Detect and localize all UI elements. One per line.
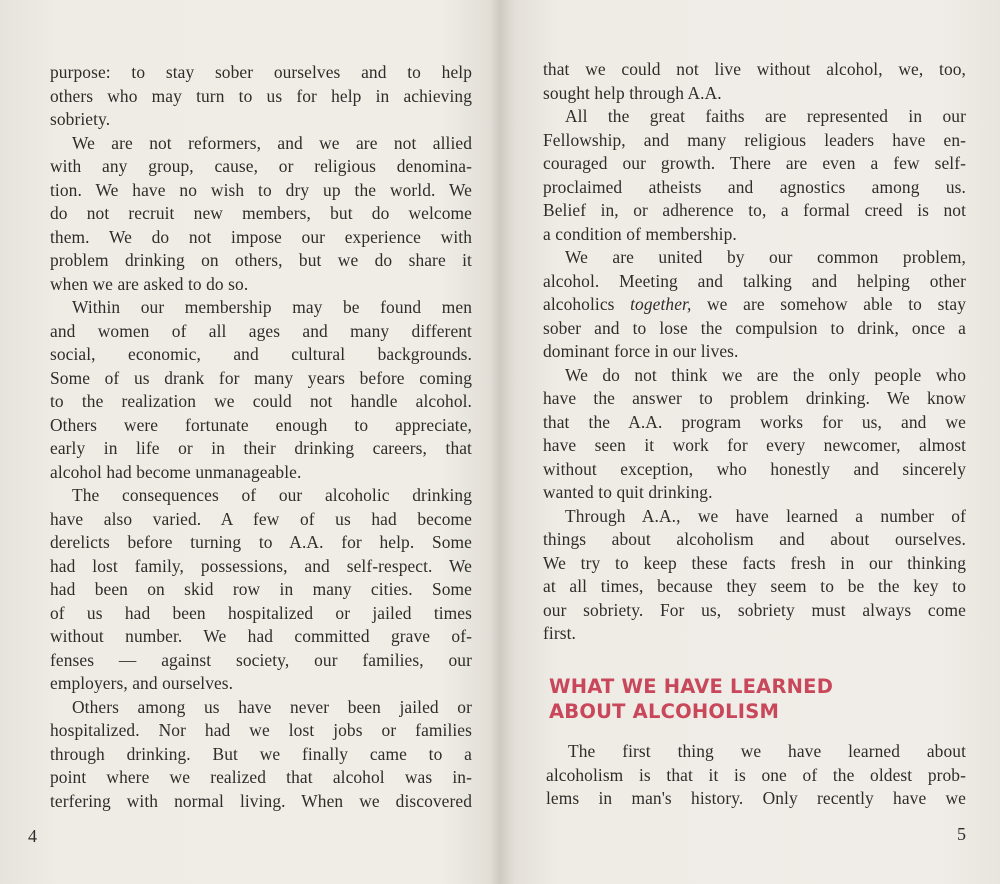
right-page-text: [543, 58, 966, 646]
paragraph: [50, 696, 472, 814]
text-line: purpose: to stay sober ourselves and to help: [50, 62, 472, 82]
text-line: problem drinking on others, but we do share it: [50, 250, 472, 270]
text-line: when we are asked to do so.: [50, 273, 249, 294]
paragraph: [50, 296, 472, 484]
text-line: to the realization we could not handle alcohol.: [50, 391, 472, 411]
text-line: without exception, who honestly and sincerely: [543, 458, 966, 479]
paragraph: [543, 246, 966, 364]
section-heading: [549, 674, 833, 724]
paragraph: [50, 484, 472, 696]
text-line: We are united by our common problem,: [565, 247, 966, 267]
text-line: Some of us drank for many years before coming: [50, 367, 472, 388]
paragraph: [543, 58, 966, 105]
text-line: with any group, cause, or religious denomina-: [50, 156, 472, 176]
text-line: others who may turn to us for help in achieving: [50, 85, 472, 106]
text-line: had been on skid row in many cities. Some: [50, 579, 472, 599]
text-line: do not recruit new members, but do welcome: [50, 203, 472, 223]
text-line: wanted to quit drinking.: [543, 482, 713, 502]
paragraph: [543, 105, 966, 246]
section-body-text: [546, 740, 966, 811]
text-line: dominant force in our lives.: [543, 341, 739, 361]
heading-line: WHAT WE HAVE LEARNED: [549, 675, 834, 698]
italic-text: together,: [630, 294, 692, 314]
text-line: have also varied. A few of us had become: [50, 508, 472, 529]
text-line: our sobriety. For us, sobriety must always come: [543, 599, 966, 620]
text-line: have the answer to problem drinking. We know: [543, 388, 966, 408]
text-span: alcoholics: [543, 294, 631, 314]
text-line: through drinking. But we finally came to a: [50, 743, 472, 764]
text-line: employers, and ourselves.: [50, 673, 234, 693]
text-line: couraged our growth. There are even a few self-: [543, 153, 966, 173]
text-line: social, economic, and cultural backgrounds.: [50, 344, 472, 364]
paragraph: [50, 61, 472, 132]
paragraph: [50, 132, 472, 297]
text-line: things about alcoholism and about ourselves.: [543, 529, 966, 549]
paragraph: [546, 740, 966, 811]
text-line: at all times, because they seem to be the key to: [543, 576, 966, 596]
text-line: sober and to lose the compulsion to drink, once a: [543, 317, 966, 338]
text-line: derelicts before turning to A.A. for help. Some: [50, 532, 472, 552]
text-line: that we could not live without alcohol, we, too,: [543, 59, 966, 79]
text-line: alcoholism is that it is one of the oldest prob-: [546, 764, 966, 785]
text-line: sought help through A.A.: [543, 82, 722, 103]
heading-line: ABOUT ALCOHOLISM: [549, 700, 780, 723]
text-line: terfering with normal living. When we discovered: [50, 790, 472, 811]
page-number-right: 5: [957, 824, 966, 844]
text-line: first.: [543, 623, 576, 643]
text-line: Belief in, or adherence to, a formal creed is not: [543, 200, 966, 220]
text-line: point where we realized that alcohol was in-: [50, 767, 472, 787]
text-line: Fellowship, and many religious leaders have en-: [543, 129, 966, 150]
text-line: Through A.A., we have learned a number of: [565, 505, 966, 526]
text-line: tion. We have no wish to dry up the world. We: [50, 179, 472, 200]
text-line: sobriety.: [50, 109, 111, 129]
text-line: had lost family, possessions, and self-respect. We: [50, 555, 472, 576]
text-line: The consequences of our alcoholic drinking: [72, 485, 472, 505]
text-span: we are somehow able to stay: [691, 294, 966, 314]
text-line: Within our membership may be found men: [72, 297, 472, 317]
text-line: fenses — against society, our families, our: [50, 649, 472, 670]
text-line: We try to keep these facts fresh in our thinking: [543, 552, 966, 573]
text-line: We do not think we are the only people who: [565, 364, 966, 385]
text-line: and women of all ages and many different: [50, 320, 472, 341]
left-page-text: [50, 61, 472, 813]
text-line: of us had been hospitalized or jailed times: [50, 602, 472, 623]
text-line: alcohol. Meeting and talking and helping other: [543, 270, 966, 291]
text-line: We are not reformers, and we are not allied: [72, 132, 472, 153]
text-line: Others among us have never been jailed or: [72, 696, 472, 717]
text-line: hospitalized. Nor had we lost jobs or families: [50, 720, 472, 740]
paragraph: [543, 364, 966, 505]
text-line: alcohol had become unmanageable.: [50, 461, 302, 482]
text-line: early in life or in their drinking careers, that: [50, 438, 472, 458]
text-line: proclaimed atheists and agnostics among us.: [543, 176, 966, 197]
text-line: them. We do not impose our experience with: [50, 226, 472, 247]
text-line: All the great faiths are represented in our: [565, 106, 966, 126]
page-number-left: 4: [28, 826, 37, 846]
text-line: Others were fortunate enough to appreciate,: [50, 414, 472, 435]
text-line: a condition of membership.: [543, 223, 737, 244]
text-line: lems in man's history. Only recently have we: [546, 788, 966, 808]
text-line: have seen it work for every newcomer, almost: [543, 435, 966, 455]
text-line: that the A.A. program works for us, and we: [543, 411, 966, 432]
text-line: The first thing we have learned about: [568, 741, 966, 761]
paragraph: [543, 505, 966, 646]
text-line: without number. We had committed grave of-: [50, 626, 472, 646]
text-line: [543, 293, 966, 317]
